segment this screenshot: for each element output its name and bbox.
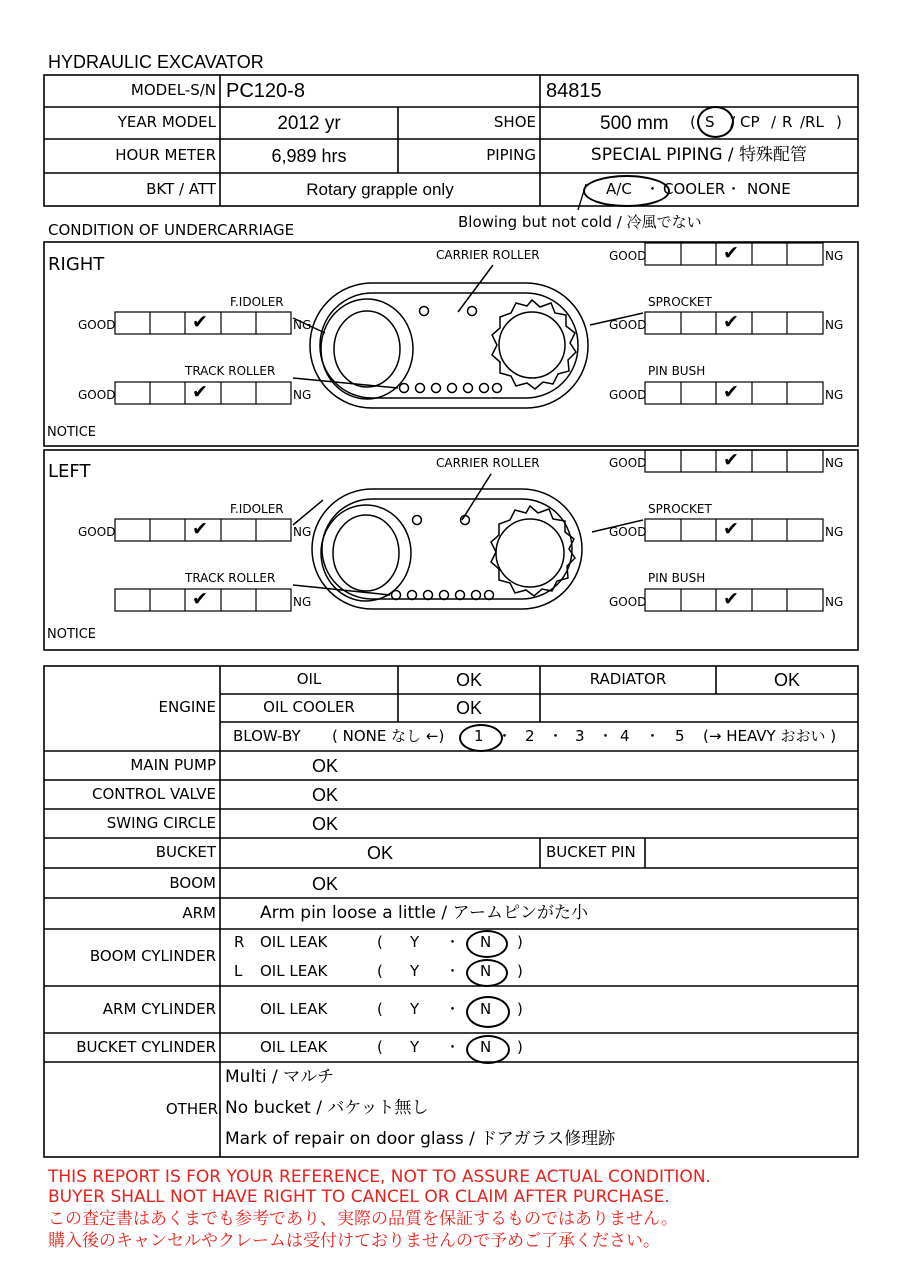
none-option: NONE <box>747 180 791 198</box>
other-item: Mark of repair on door glass / ドアガラス修理跡 <box>225 1129 616 1149</box>
yn-n: N <box>480 1038 492 1056</box>
yn-dot: ・ <box>445 962 461 980</box>
yn-y: Y <box>410 1000 420 1018</box>
year-label: YEAR MODEL <box>117 113 216 131</box>
disclaimer-line: THIS REPORT IS FOR YOUR REFERENCE, NOT TO ASSURE ACTUAL CONDITION. <box>48 1167 711 1187</box>
hour-meter-value: 6,989 hrs <box>271 146 347 166</box>
ng-label: NG <box>825 388 844 402</box>
shoe-type-cp: CP <box>740 113 760 131</box>
ng-label: NG <box>825 318 844 332</box>
piping-value: SPECIAL PIPING / 特殊配管 <box>590 145 808 165</box>
other-item: No bucket / バケット無し <box>225 1098 429 1118</box>
good-label: GOOD <box>609 318 647 332</box>
arm-label: ARM <box>182 904 216 922</box>
disclaimer-line: この査定書はあくまでも参考であり、実際の品質を保証するものではありません。 <box>48 1209 679 1229</box>
oil-leak-label: OIL LEAK <box>260 933 328 951</box>
arm-cylinder-label: ARM CYLINDER <box>102 1000 216 1018</box>
bucket-value: OK <box>366 843 393 863</box>
check-mark: ✔ <box>723 242 739 264</box>
bucket-cylinder-label: BUCKET CYLINDER <box>76 1038 216 1056</box>
blowby-none: ( NONE なし ←) <box>332 727 445 745</box>
blowby-label: BLOW-BY <box>233 727 301 745</box>
shoe-sep-2: / <box>771 113 777 131</box>
other-item: Multi / マルチ <box>225 1067 335 1087</box>
oil-value: OK <box>455 670 482 690</box>
control-valve-label: CONTROL VALVE <box>91 785 216 803</box>
left-track-roller-label: TRACK ROLLER <box>185 571 276 585</box>
control-valve-value: OK <box>312 785 339 805</box>
yn-open: ( <box>377 1000 383 1018</box>
yn-close: ) <box>517 1038 523 1056</box>
oil-leak-label: OIL LEAK <box>260 1038 328 1056</box>
shoe-type-s: S <box>705 113 715 131</box>
yn-close: ) <box>517 933 523 951</box>
yn-open: ( <box>377 933 383 951</box>
oil-cooler-value: OK <box>455 698 482 718</box>
disclaimer-line: 購入後のキャンセルやクレームは受付けておりませんので予めご了承ください。 <box>48 1231 660 1251</box>
shoe-sep-1: / <box>730 113 736 131</box>
yn-y: Y <box>410 962 420 980</box>
blowby-5: 5 <box>675 727 685 745</box>
shoe-open: ( <box>690 113 696 131</box>
good-label: GOOD <box>609 595 647 609</box>
blowby-4: 4 <box>620 727 630 745</box>
ng-label: NG <box>293 595 312 609</box>
left-f-idoler-label: F.IDOLER <box>230 502 284 516</box>
boom-cylinder-label: BOOM CYLINDER <box>89 947 216 965</box>
yn-y: Y <box>410 933 420 951</box>
good-label: GOOD <box>78 318 116 332</box>
blowby-dot: ・ <box>598 727 614 745</box>
piping-label: PIPING <box>486 146 536 164</box>
yn-close: ) <box>517 962 523 980</box>
shoe-close: ) <box>836 113 842 131</box>
check-mark: ✔ <box>192 381 208 403</box>
bucket-label: BUCKET <box>155 843 216 861</box>
shoe-type-r: R <box>782 113 793 131</box>
yn-n: N <box>480 962 492 980</box>
yn-y: Y <box>410 1038 420 1056</box>
left-track-diagram <box>293 474 643 609</box>
bucket-pin-label: BUCKET PIN <box>546 843 636 861</box>
ng-label: NG <box>293 318 312 332</box>
yn-dot: ・ <box>445 933 461 951</box>
serial-value: 84815 <box>546 80 602 102</box>
boom-value: OK <box>312 874 339 894</box>
check-mark: ✔ <box>192 518 208 540</box>
right-pin-bush-label: PIN BUSH <box>648 364 706 378</box>
swing-circle-value: OK <box>312 814 339 834</box>
check-mark: ✔ <box>723 449 739 471</box>
yn-n: N <box>480 1000 492 1018</box>
blowby-2: 2 <box>525 727 535 745</box>
model-sn-label: MODEL-S/N <box>130 81 216 99</box>
boom-l-label: L <box>234 962 243 980</box>
oil-cooler-label: OIL COOLER <box>263 698 355 716</box>
yn-dot: ・ <box>445 1000 461 1018</box>
ng-label: NG <box>293 388 312 402</box>
check-mark: ✔ <box>723 381 739 403</box>
ng-label: NG <box>293 525 312 539</box>
left-pin-bush-label: PIN BUSH <box>648 571 706 585</box>
check-mark: ✔ <box>723 588 739 610</box>
blowby-3: 3 <box>575 727 585 745</box>
radiator-label: RADIATOR <box>589 670 667 688</box>
ac-option: A/C <box>606 180 632 198</box>
main-pump-value: OK <box>312 756 339 776</box>
blowby-dot: ・ <box>548 727 564 745</box>
good-label: GOOD <box>609 249 647 263</box>
bkt-att-label: BKT / ATT <box>146 180 216 198</box>
boom-r-label: R <box>234 933 245 951</box>
yn-n: N <box>480 933 492 951</box>
engine-label: ENGINE <box>158 698 216 716</box>
check-mark: ✔ <box>192 588 208 610</box>
blowby-heavy: (→ HEAVY おおい ) <box>703 727 837 745</box>
left-carrier-roller-label: CARRIER ROLLER <box>436 456 540 470</box>
check-mark: ✔ <box>192 311 208 333</box>
left-notice-label: NOTICE <box>47 627 97 642</box>
good-label: GOOD <box>609 456 647 470</box>
left-label: LEFT <box>48 461 91 482</box>
good-label: GOOD <box>78 525 116 539</box>
right-carrier-roller-label: CARRIER ROLLER <box>436 248 540 262</box>
yn-open: ( <box>377 1038 383 1056</box>
hour-meter-label: HOUR METER <box>115 146 216 164</box>
year-value: 2012 yr <box>277 113 341 134</box>
oil-leak-label: OIL LEAK <box>260 962 328 980</box>
oil-label: OIL <box>296 670 322 688</box>
shoe-label: SHOE <box>493 113 536 131</box>
ng-label: NG <box>825 249 844 263</box>
right-notice-label: NOTICE <box>47 425 97 440</box>
ng-label: NG <box>825 595 844 609</box>
other-label: OTHER <box>165 1100 218 1118</box>
good-label: GOOD <box>609 388 647 402</box>
swing-circle-label: SWING CIRCLE <box>106 814 216 832</box>
right-track-roller-label: TRACK ROLLER <box>185 364 276 378</box>
page-title: HYDRAULIC EXCAVATOR <box>48 52 264 72</box>
disclaimer-line: BUYER SHALL NOT HAVE RIGHT TO CANCEL OR CLAIM AFTER PURCHASE. <box>48 1187 670 1207</box>
yn-close: ) <box>517 1000 523 1018</box>
boom-label: BOOM <box>169 874 216 892</box>
good-label: GOOD <box>78 388 116 402</box>
bkt-att-value: Rotary grapple only <box>306 180 454 199</box>
main-pump-label: MAIN PUMP <box>130 756 216 774</box>
yn-dot: ・ <box>445 1038 461 1056</box>
check-mark: ✔ <box>723 518 739 540</box>
check-mark: ✔ <box>723 311 739 333</box>
blowby-dot: ・ <box>497 727 513 745</box>
right-label: RIGHT <box>48 254 105 275</box>
blowby-1: 1 <box>474 727 484 745</box>
arm-value: Arm pin loose a little / アームピンがた小 <box>260 903 589 923</box>
ac-sep-1: ・ <box>645 180 661 198</box>
cooler-option: COOLER <box>663 180 726 198</box>
ng-label: NG <box>825 456 844 470</box>
radiator-value: OK <box>773 670 800 690</box>
right-f-idoler-label: F.IDOLER <box>230 295 284 309</box>
shoe-width: 500 mm <box>600 113 669 134</box>
blowby-dot: ・ <box>645 727 661 745</box>
oil-leak-label: OIL LEAK <box>260 1000 328 1018</box>
ng-label: NG <box>825 525 844 539</box>
model-value: PC120-8 <box>226 80 305 102</box>
right-track-diagram <box>293 265 643 408</box>
shoe-s-circle <box>697 106 734 138</box>
yn-open: ( <box>377 962 383 980</box>
good-label: GOOD <box>609 525 647 539</box>
undercarriage-title: CONDITION OF UNDERCARRIAGE <box>48 221 295 239</box>
right-sprocket-label: SPROCKET <box>648 295 712 309</box>
ac-sep-2: ・ <box>726 180 742 198</box>
left-sprocket-label: SPROCKET <box>648 502 712 516</box>
shoe-type-rl: /RL <box>800 113 824 131</box>
ac-note: Blowing but not cold / 冷風でない <box>458 213 702 231</box>
